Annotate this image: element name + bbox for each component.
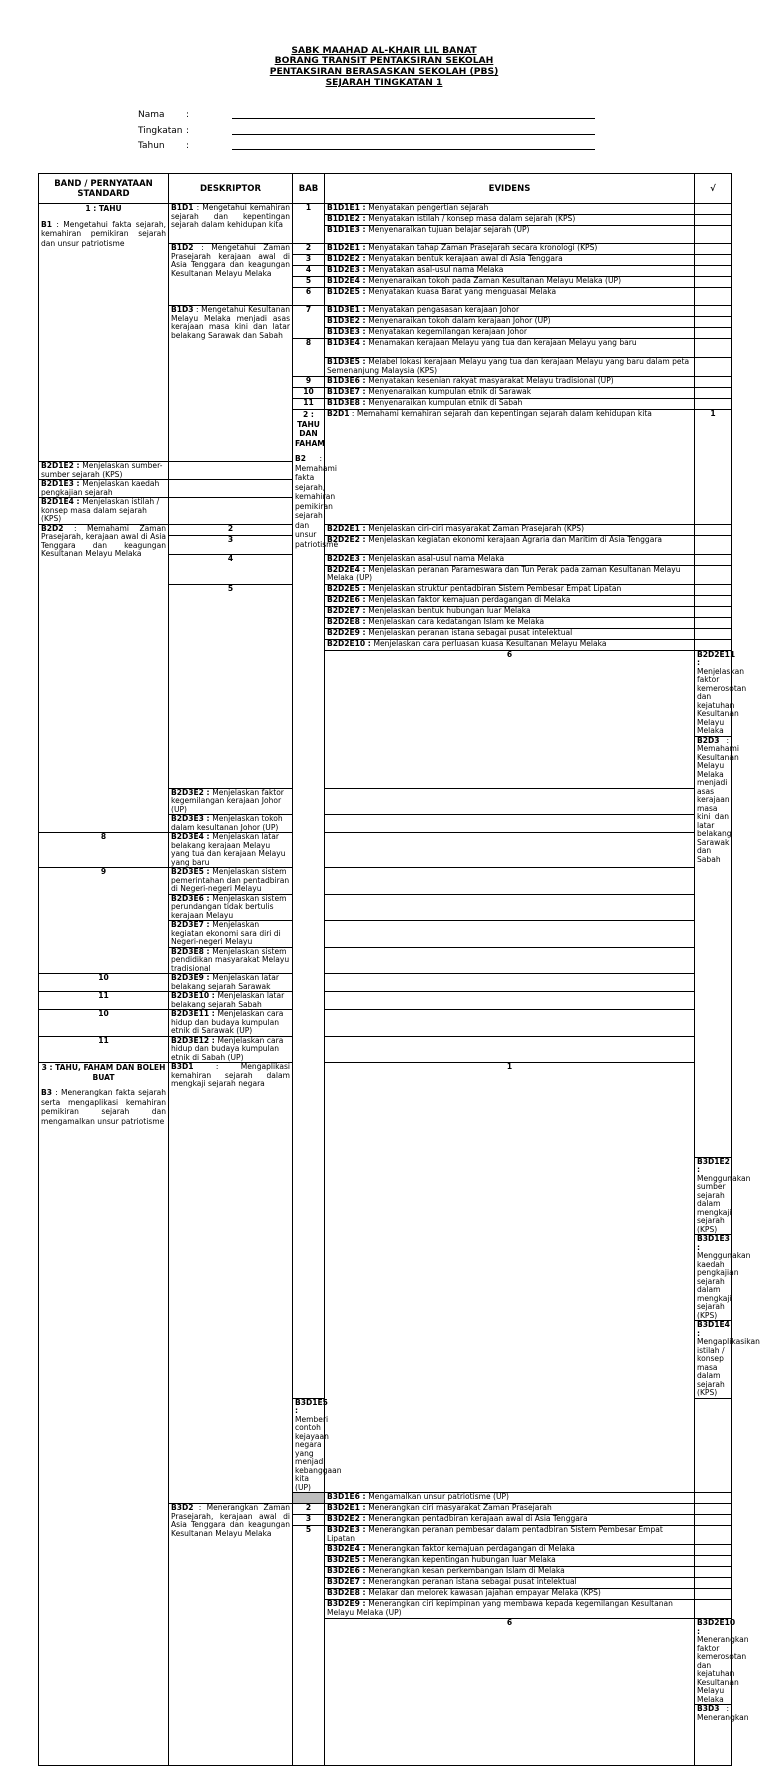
evidence-cell: B2D2E5 : Menjelaskan struktur pentadbiran Sistem Pembesar Empat Lipatan: [325, 584, 695, 595]
school-name: SABK MAAHAD AL-KHAIR LIL BANAT: [291, 45, 477, 56]
check-cell[interactable]: [695, 226, 732, 244]
check-cell[interactable]: [325, 788, 695, 815]
evidence-cell: B3D2E4 : Menerangkan faktor kemajuan perdagangan di Melaka: [325, 1545, 695, 1556]
table-row: [39, 1063, 732, 1158]
check-cell[interactable]: [695, 565, 732, 584]
evidence-cell: B1D3E1 : Menyatakan pengasasan kerajaan Johor: [325, 306, 695, 317]
evidence-cell: B1D3E3 : Menyatakan kegemilangan kerajaan Johor: [325, 328, 695, 339]
check-cell[interactable]: [169, 480, 293, 498]
bab-cell: 8: [39, 833, 169, 868]
check-cell[interactable]: [695, 255, 732, 266]
evidence-cell: B2D2E11 : Menjelaskan faktor kemerosotan dan kejatuhan Kesultanan Melayu Melaka: [695, 650, 732, 736]
evidence-cell: B2D2E8 : Menjelaskan cara kedatangan Islam ke Melaka: [325, 617, 695, 628]
evidence-cell: B2D3E7 : Menjelaskan kegiatan ekonomi sara diri di Negeri-negeri Melayu: [169, 921, 293, 948]
evidence-cell: B1D2E2 : Menyatakan bentuk kerajaan awal di Asia Tenggara: [325, 255, 695, 266]
field-label-tingkatan: Tingkatan: [138, 126, 183, 136]
evidence-cell: B1D2E1 : Menyatakan tahap Zaman Prasejarah secara kronologi (KPS): [325, 244, 695, 255]
bab-cell: 9: [39, 868, 169, 974]
evidence-cell: B2D1E3 : Menjelaskan kaedah pengkajian sejarah: [39, 480, 169, 498]
descriptor-cell: B2D3 : Memahami Kesultanan Melayu Melaka menjadi asas kerajaan masa kini dan latar belakang Sarawak dan Sabah: [695, 736, 732, 1157]
check-cell[interactable]: [695, 377, 732, 388]
bab-cell: 3: [169, 535, 293, 554]
header-check: √: [695, 174, 732, 204]
bab-cell: 10: [293, 388, 325, 399]
check-cell[interactable]: [695, 595, 732, 606]
form-title: BORANG TRANSIT PENTAKSIRAN SEKOLAH: [274, 55, 494, 66]
evidence-cell: B3D1E3 : Menggunakan kaedah pengkajian sejarah dalam mengkaji sejarah (KPS): [695, 1235, 732, 1321]
check-cell[interactable]: [325, 815, 695, 833]
bab-cell: 5: [293, 1526, 325, 1766]
check-cell[interactable]: [695, 1589, 732, 1600]
evidence-cell: B2D1E4 : Menjelaskan istilah / konsep masa dalam sejarah (KPS): [39, 498, 169, 525]
evidence-cell: B1D3E2 : Menyenaraikan tokoh dalam kerajaan Johor (UP): [325, 317, 695, 328]
bab-cell: 8: [293, 339, 325, 377]
evidence-cell: B3D1E5 : Memberi contoh kejayaan negara yang menjadi kebanggaan kita (UP): [293, 1398, 325, 1493]
bab-cell: 5: [169, 584, 293, 788]
evidence-cell: B2D3E10 : Menjelaskan latar belakang sejarah Sabah: [169, 992, 293, 1010]
evidence-cell: B2D2E9 : Menjelaskan peranan istana sebagai pusat intelektual: [325, 628, 695, 639]
check-cell[interactable]: [695, 1556, 732, 1567]
band-title: 1 : TAHU: [85, 204, 122, 213]
evidence-cell: B2D2E6 : Menjelaskan faktor kemajuan perdagangan di Melaka: [325, 595, 695, 606]
table-row: [39, 833, 732, 868]
descriptor-cell: B1D3 : Mengetahui Kesultanan Melayu Melaka menjadi asas kerajaan masa kini dan latar belakang Sarawak dan Sabah: [169, 306, 293, 462]
check-cell[interactable]: [695, 535, 732, 554]
header-descriptor: DESKRIPTOR: [169, 174, 293, 204]
band-cell: [39, 1063, 169, 1766]
descriptor-cell: B2D2 : Memahami Zaman Prasejarah, kerajaan awal di Asia Tenggara dan keagungan Kesultanan Melayu Melaka: [39, 524, 169, 833]
header-bab: BAB: [293, 174, 325, 204]
table-row: [39, 868, 732, 895]
table-row: [39, 204, 732, 215]
field-colon: :: [186, 110, 190, 120]
check-cell[interactable]: [695, 339, 732, 358]
evidence-cell: B2D3E12 : Menjelaskan cara hidup dan budaya kumpulan etnik di Sabah (UP): [169, 1036, 293, 1063]
check-cell[interactable]: [695, 628, 732, 639]
assessment-table: [38, 173, 760, 1766]
bab-cell: 3: [293, 1515, 325, 1526]
bab-cell: 9: [293, 377, 325, 388]
check-cell[interactable]: [695, 1398, 732, 1493]
evidence-cell: B1D1E3 : Menyenaraikan tujuan belajar sejarah (UP): [325, 226, 695, 244]
check-cell[interactable]: [695, 1600, 732, 1619]
evidence-cell: B1D3E6 : Menyatakan kesenian rakyat masyarakat Melayu tradisional (UP): [325, 377, 695, 388]
table-row: [39, 992, 732, 1010]
field-input-line-tingkatan[interactable]: [232, 134, 595, 135]
check-cell[interactable]: [695, 1545, 732, 1556]
field-label-nama: Nama: [138, 110, 165, 120]
evidence-cell: B2D2E2 : Menjelaskan kegiatan ekonomi kerajaan Agraria dan Maritim di Asia Tenggara: [325, 535, 695, 554]
bab-cell: 4: [293, 266, 325, 277]
bab-cell: 1: [293, 204, 325, 244]
band-statement: B2 : Memahami fakta sejarah, kemahiran pemikiran sejarah dan unsur patriotisme: [295, 454, 339, 549]
check-cell[interactable]: [695, 277, 732, 288]
evidence-cell: B1D3E4 : Menamakan kerajaan Melayu yang tua dan kerajaan Melayu yang baru: [325, 339, 695, 358]
check-cell[interactable]: [695, 388, 732, 399]
evidence-cell: B2D3E2 : Menjelaskan faktor kegemilangan kerajaan Johor (UP): [169, 788, 293, 815]
evidence-cell: B2D2E4 : Menjelaskan peranan Parameswara dan Tun Perak pada zaman Kesultanan Melayu Melaka (UP): [325, 565, 695, 584]
evidence-cell: B1D2E4 : Menyenaraikan tokoh pada Zaman Kesultanan Melayu Melaka (UP): [325, 277, 695, 288]
descriptor-cell: B3D3 : Menerangkan: [695, 1705, 732, 1766]
bab-cell: 6: [325, 650, 695, 788]
evidence-cell: B1D2E3 : Menyatakan asal-usul nama Melaka: [325, 266, 695, 277]
field-label-tahun: Tahun: [138, 141, 165, 151]
check-cell[interactable]: [695, 399, 732, 410]
band-cell: [39, 204, 169, 462]
bab-cell: 2: [169, 524, 293, 535]
evidence-cell: B1D3E7 : Menyenaraikan kumpulan etnik di Sarawak: [325, 388, 695, 399]
table-row: [39, 1036, 732, 1063]
bab-cell: 11: [293, 399, 325, 410]
bab-cell: 6: [293, 288, 325, 306]
check-cell[interactable]: [325, 921, 695, 948]
check-cell[interactable]: [695, 1493, 732, 1504]
check-cell[interactable]: [325, 992, 695, 1010]
evidence-cell: B2D1E2 : Menjelaskan sumber-sumber sejarah (KPS): [39, 462, 169, 480]
descriptor-cell: B1D1 : Mengetahui kemahiran sejarah dan kepentingan sejarah dalam kehidupan kita: [169, 204, 293, 244]
check-cell[interactable]: [695, 1567, 732, 1578]
check-cell[interactable]: [695, 1504, 732, 1515]
evidence-cell: B3D1E6 : Mengamalkan unsur patriotisme (UP): [325, 1493, 695, 1504]
header-band: BAND / PERNYATAAN STANDARD: [39, 174, 169, 204]
bab-cell: 1: [695, 410, 732, 525]
check-cell[interactable]: [695, 306, 732, 317]
evidence-cell: B2D3E9 : Menjelaskan latar belakang sejarah Sarawak: [169, 974, 293, 992]
table-row: [39, 524, 732, 535]
check-cell[interactable]: [695, 288, 732, 306]
check-cell[interactable]: [695, 1578, 732, 1589]
descriptor-cell: B1D2 : Mengetahui Zaman Prasejarah kerajaan awal di Asia Tenggara dan keagungan Kesultanan Melayu Melaka: [169, 244, 293, 306]
evidence-cell: B3D2E9 : Menerangkan ciri kepimpinan yang membawa kepada kegemilangan Kesultanan Melayu Melaka (UP): [325, 1600, 695, 1619]
bab-cell: 5: [293, 277, 325, 288]
descriptor-cell: B3D1 : Mengaplikasi kemahiran sejarah dalam mengkaji sejarah negara: [169, 1063, 293, 1504]
evidence-cell: B1D3E5 : Melabel lokasi kerajaan Melayu yang tua dan kerajaan Melayu yang baru dalam peta Semenanjung Malaysia (KPS): [325, 358, 695, 377]
check-cell[interactable]: [325, 1036, 695, 1063]
evidence-cell: B3D2E5 : Menerangkan kepentingan hubungan luar Melaka: [325, 1556, 695, 1567]
check-cell[interactable]: [325, 974, 695, 992]
check-cell[interactable]: [695, 584, 732, 595]
evidence-cell: B2D3E4 : Menjelaskan latar belakang kerajaan Melayu yang tua dan kerajaan Melayu yang baru: [169, 833, 293, 868]
field-input-line-tahun[interactable]: [232, 149, 595, 150]
evidence-cell: B2D2E3 : Menjelaskan asal-usul nama Melaka: [325, 554, 695, 565]
header-evidence: EVIDENS: [325, 174, 695, 204]
evidence-cell: B3D2E8 : Melakar dan melorek kawasan jajahan empayar Melaka (KPS): [325, 1589, 695, 1600]
check-cell[interactable]: [695, 244, 732, 255]
band-title: 2 : TAHU DAN FAHAM: [295, 410, 325, 448]
check-cell[interactable]: [695, 358, 732, 377]
table-row: [39, 1010, 732, 1037]
check-cell[interactable]: [695, 639, 732, 650]
descriptor-cell: B2D1 : Memahami kemahiran sejarah dan kepentingan sejarah dalam kehidupan kita: [325, 410, 695, 525]
evidence-cell: B3D2E3 : Menerangkan peranan pembesar dalam pentadbiran Sistem Pembesar Empat Lipatan: [325, 1526, 695, 1545]
check-cell[interactable]: [325, 947, 695, 974]
evidence-cell: B2D3E5 : Menjelaskan sistem pemerintahan dan pentadbiran di Negeri-negeri Melayu: [169, 868, 293, 895]
check-cell[interactable]: [695, 204, 732, 215]
check-cell[interactable]: [695, 266, 732, 277]
check-cell[interactable]: [695, 317, 732, 328]
evidence-cell: B3D1E4 : Mengaplikasikan istilah / konsep masa dalam sejarah (KPS): [695, 1321, 732, 1399]
check-cell[interactable]: [695, 524, 732, 535]
evidence-cell: B3D2E6 : Menerangkan kesan perkembangan Islam di Melaka: [325, 1567, 695, 1578]
band-title: 3 : TAHU, FAHAM DAN BOLEH BUAT: [41, 1063, 166, 1082]
check-cell[interactable]: [695, 328, 732, 339]
evidence-cell: B3D2E7 : Menerangkan peranan istana sebagai pusat intelektual: [325, 1578, 695, 1589]
check-cell[interactable]: [325, 833, 695, 868]
field-colon: :: [186, 126, 190, 136]
bab-cell: [293, 1493, 325, 1504]
evidence-cell: B3D2E10 : Menerangkan faktor kemerosotan dan kejatuhan Kesultanan Melayu Melaka: [695, 1619, 732, 1705]
evidence-cell: B2D2E1 : Menjelaskan ciri-ciri masyarakat Zaman Prasejarah (KPS): [325, 524, 695, 535]
evidence-cell: B2D2E7 : Menjelaskan bentuk hubungan luar Melaka: [325, 606, 695, 617]
evidence-cell: B1D1E1 : Menyatakan pengertian sejarah: [325, 204, 695, 215]
evidence-cell: B2D3E8 : Menjelaskan sistem pendidikan masyarakat Melayu tradisional: [169, 947, 293, 974]
check-cell[interactable]: [695, 554, 732, 565]
check-cell[interactable]: [695, 617, 732, 628]
evidence-cell: B1D3E8 : Menyenaraikan kumpulan etnik di Sabah: [325, 399, 695, 410]
band-cell: [293, 410, 339, 1399]
evidence-cell: B3D1E2 : Menggunakan sumber sejarah dalam mengkaji sejarah (KPS): [695, 1157, 732, 1235]
evidence-cell: B1D2E5 : Menyatakan kuasa Barat yang menguasai Melaka: [325, 288, 695, 306]
check-cell[interactable]: [695, 1515, 732, 1526]
check-cell[interactable]: [695, 1526, 732, 1545]
table-row: [39, 974, 732, 992]
evidence-cell: B2D3E11 : Menjelaskan cara hidup dan budaya kumpulan etnik di Sarawak (UP): [169, 1010, 293, 1037]
bab-cell: 10: [39, 1010, 169, 1037]
bab-cell: 2: [293, 244, 325, 255]
assessment-title: PENTAKSIRAN BERASASKAN SEKOLAH (PBS): [269, 66, 499, 77]
check-cell[interactable]: [325, 894, 695, 921]
field-colon: :: [186, 141, 190, 151]
check-cell[interactable]: [695, 215, 732, 226]
evidence-cell: B3D2E1 : Menerangkan ciri masyarakat Zaman Prasejarah: [325, 1504, 695, 1515]
band-statement: B1 : Mengetahui fakta sejarah, kemahiran pemikiran sejarah dan unsur patriotisme: [41, 219, 166, 248]
check-cell[interactable]: [325, 868, 695, 895]
band-statement: B3 : Menerangkan fakta sejarah serta mengaplikasi kemahiran pemikiran sejarah dan mengamalkan unsur patriotisme: [41, 1088, 166, 1126]
bab-cell: 10: [39, 974, 169, 992]
field-input-line-nama[interactable]: [232, 118, 595, 119]
bab-cell: 2: [293, 1504, 325, 1515]
bab-cell: 4: [169, 554, 293, 584]
evidence-cell: B1D1E2 : Menyatakan istilah / konsep masa dalam sejarah (KPS): [325, 215, 695, 226]
bab-cell: 6: [325, 1619, 695, 1766]
bab-cell: 1: [325, 1063, 695, 1493]
subject-title: SEJARAH TINGKATAN 1: [325, 77, 443, 88]
evidence-cell: B3D2E2 : Menerangkan pentadbiran kerajaan awal di Asia Tenggara: [325, 1515, 695, 1526]
check-cell[interactable]: [695, 606, 732, 617]
check-cell[interactable]: [325, 1010, 695, 1037]
descriptor-cell: B3D2 : Menerangkan Zaman Prasejarah, kerajaan awal di Asia Tenggara dan keagungan Kesultanan Melayu Melaka: [169, 1504, 293, 1766]
check-cell[interactable]: [169, 498, 293, 525]
check-cell[interactable]: [169, 462, 293, 480]
evidence-cell: B2D3E3 : Menjelaskan tokoh dalam kesultanan Johor (UP): [169, 815, 293, 833]
bab-cell: 11: [39, 992, 169, 1010]
evidence-cell: B2D2E10 : Menjelaskan cara perluasan kuasa Kesultanan Melayu Melaka: [325, 639, 695, 650]
bab-cell: 3: [293, 255, 325, 266]
bab-cell: 7: [293, 306, 325, 339]
bab-cell: 11: [39, 1036, 169, 1063]
evidence-cell: B2D3E6 : Menjelaskan sistem perundangan tidak bertulis kerajaan Melayu: [169, 894, 293, 921]
